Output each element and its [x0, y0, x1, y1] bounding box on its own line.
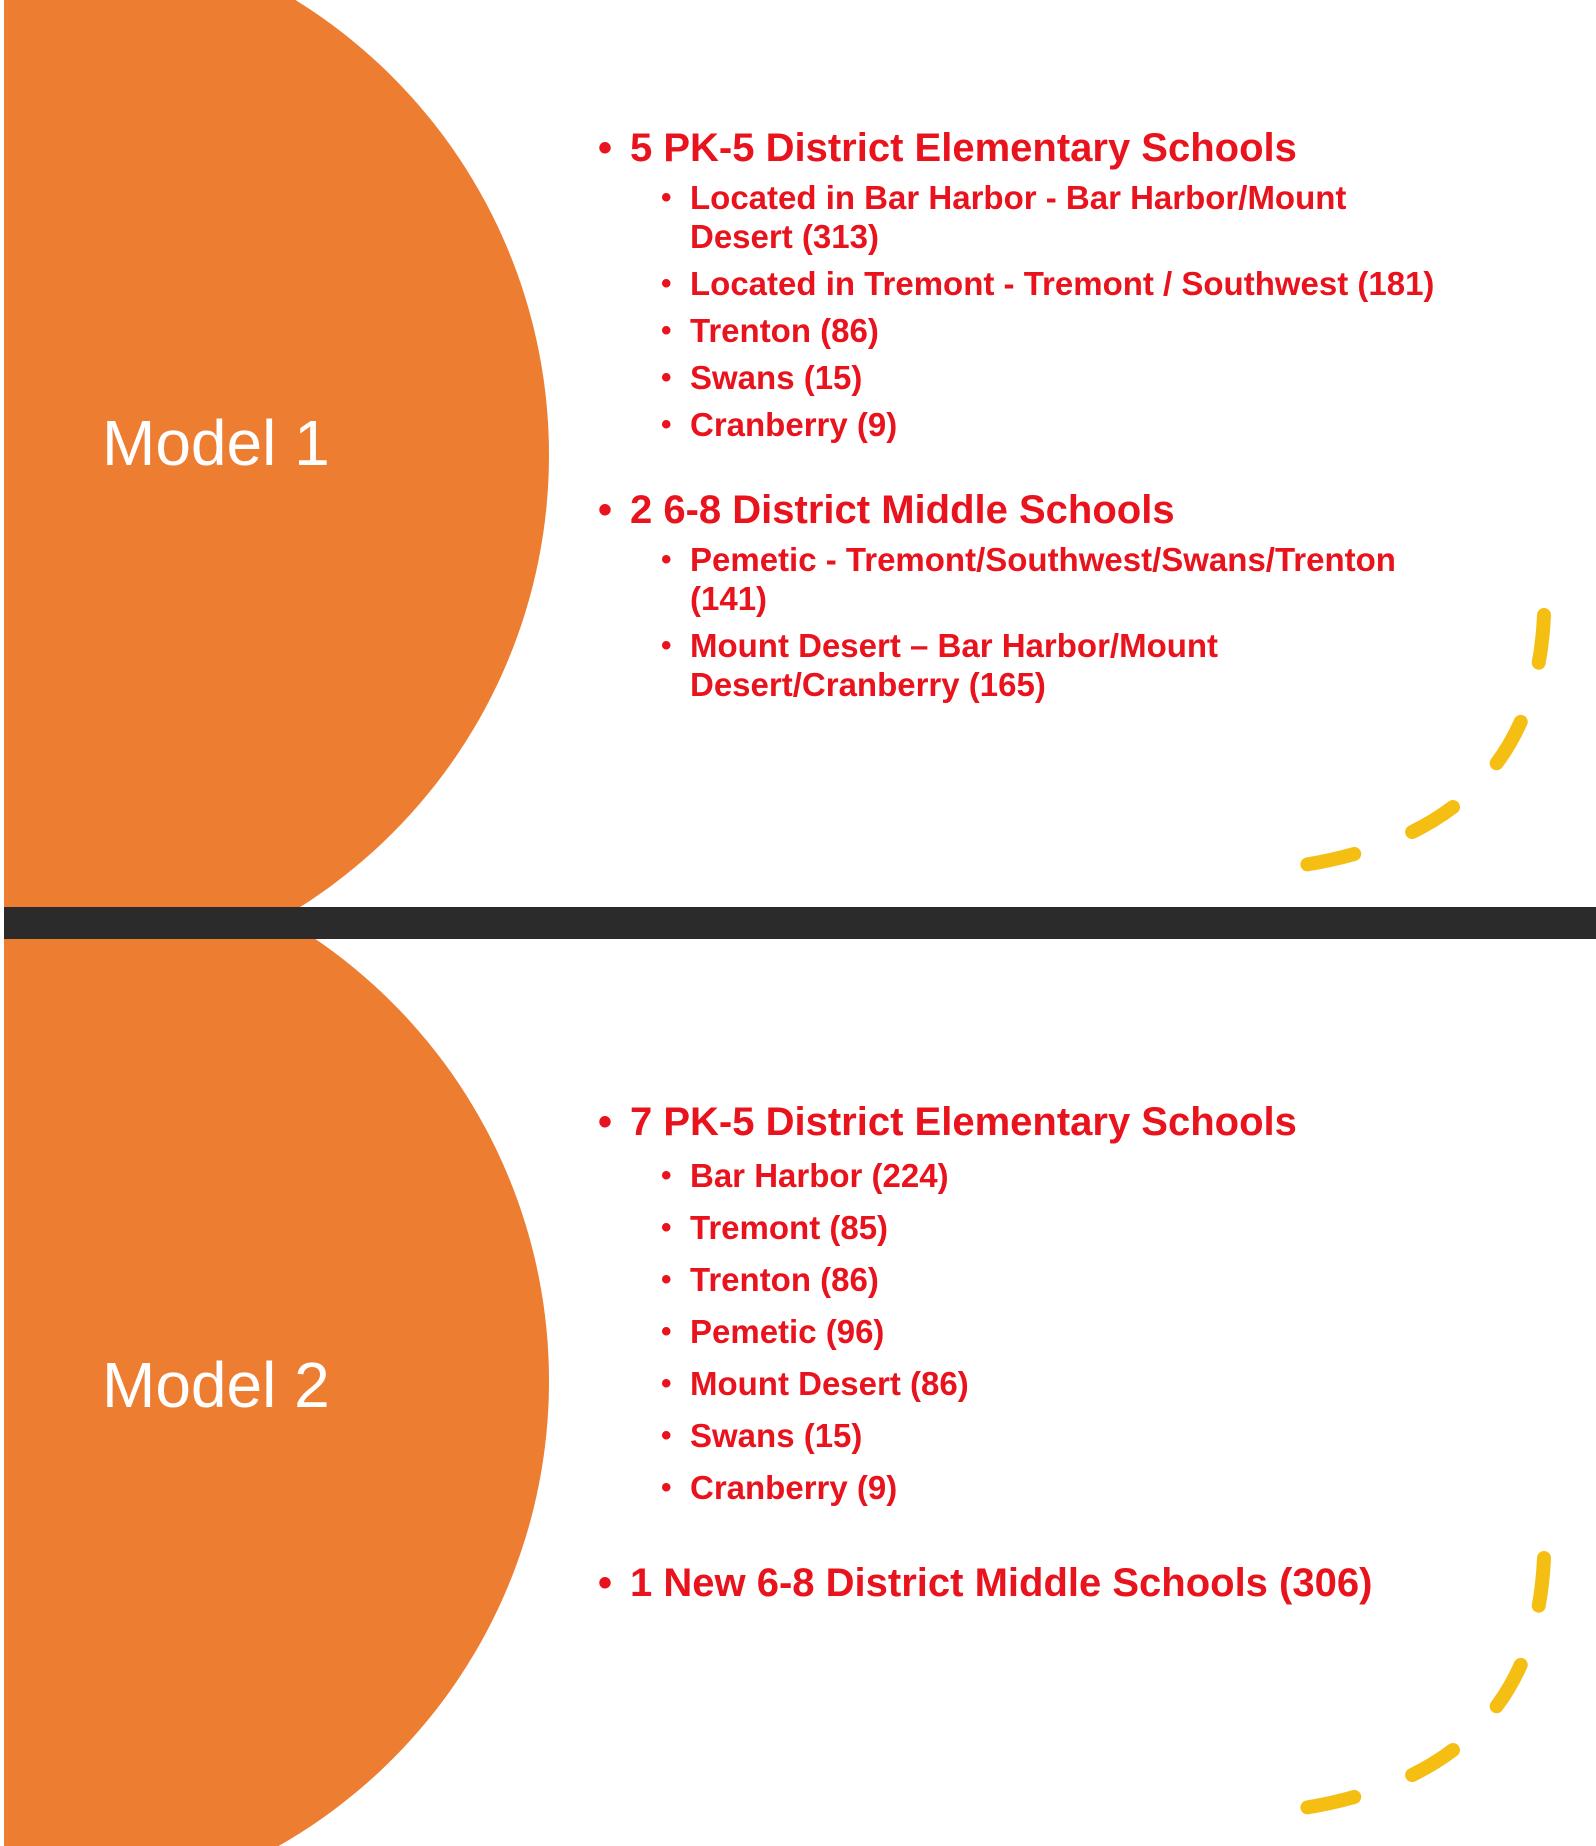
bullet-item: • Mount Desert (86) — [660, 1364, 1450, 1403]
bullet-item: • Mount Desert – Bar Harbor/Mount Desert/Cranberry (165) — [660, 626, 1450, 704]
model-title: Model 1 — [102, 407, 330, 479]
bullet-item: • Pemetic - Tremont/Southwest/Swans/Trenton (141) — [660, 540, 1450, 618]
bullet-item: • Tremont (85) — [660, 1208, 1450, 1247]
bullet-item: • Swans (15) — [660, 1416, 1450, 1455]
bullet-heading: • 2 6-8 District Middle Schools — [598, 486, 1450, 534]
bullet-item: • Pemetic (96) — [660, 1312, 1450, 1351]
slide-divider — [4, 907, 1596, 939]
bullet-heading: • 5 PK-5 District Elementary Schools — [598, 124, 1450, 172]
dashed-arc-decoration — [1244, 595, 1574, 905]
dashed-arc-decoration — [1244, 1538, 1574, 1846]
bullet-item: • Cranberry (9) — [660, 405, 1450, 444]
bullet-item: • Cranberry (9) — [660, 1468, 1450, 1507]
bullet-item: • Located in Bar Harbor - Bar Harbor/Mount Desert (313) — [660, 178, 1450, 256]
bullet-item: • Trenton (86) — [660, 311, 1450, 350]
bullet-item: • Trenton (86) — [660, 1260, 1450, 1299]
bullet-heading: • 7 PK-5 District Elementary Schools — [598, 1098, 1450, 1146]
bullet-item: • Swans (15) — [660, 358, 1450, 397]
bullet-item: • Located in Tremont - Tremont / Southwest (181) — [660, 264, 1450, 303]
model-2-content — [598, 1098, 1450, 1607]
bullet-item: • Bar Harbor (224) — [660, 1156, 1450, 1195]
model-title: Model 2 — [102, 1349, 330, 1421]
model-2-slide — [4, 939, 1596, 1846]
model-1-slide — [4, 0, 1596, 907]
bullet-heading: • 1 New 6-8 District Middle Schools (306) — [598, 1559, 1450, 1607]
